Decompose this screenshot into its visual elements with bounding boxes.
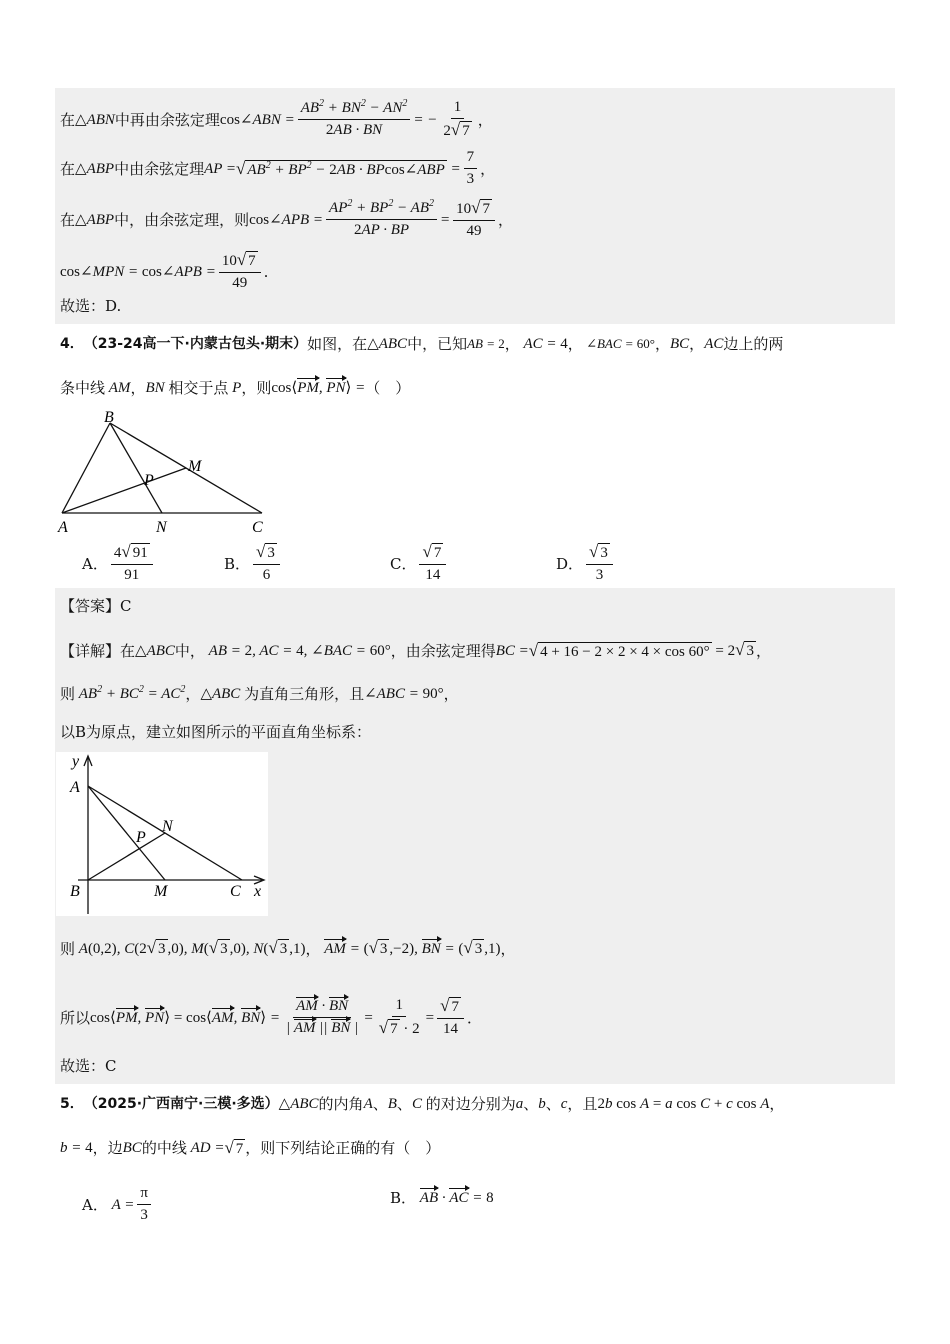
q4-detail-line-2: 则 $AB^2 + BC^2 = AC^2$ ， △ABC 为直角三角形，且 ∠ABC = 90° ， [60,684,459,703]
label-m2: M [154,883,168,900]
q4-detail-line-1: 【详解】 在 △ABC 中， AB = 2, AC = 4, ∠BAC = 60° ，由余弦定理得 BC = √ 4 + 16 − 2 × 2 × 4 × cos 60° = 2 √ 3 ， [60,640,771,660]
label-c: C [252,519,263,536]
q5-stem-line-1: 5． （2025·广西南宁·三模·多选） △ABC 的内角 A 、 B 、 C 的对边分别为 a 、 b 、 c ，且 2b cos A = a cos C + c cos A ， [60,1095,785,1113]
label-y: y [72,753,80,770]
label-m: M [188,458,202,475]
q4-detail-line-4: 则 A(0,2), C(2 √ 3 ,0), M( √ 3 ,0), N( √ 3 ,1) ， AM = ( √ 3 ,−2), BN = ( √ 3 ,1) ， [60,938,516,958]
q4-option-d[interactable]: D． √ 3 3 [556,542,616,585]
prev-line-2: 在 △ABP 中由余弦定理 AP = √ $AB^2 + BP^2 - 2AB$ · BPcos∠ABP = $\frac{7}{3}$ ， [60,149,496,187]
label-c2: C [230,883,241,900]
edge-ab [62,423,110,513]
q4-detail-line-3: 以B为原点，建立如图所示的平面直角坐标系： [60,723,372,741]
q4-coordinate-figure [56,752,268,916]
label-n: N [156,519,167,536]
q5-option-b[interactable]: B． AB · AC = 8 [390,1189,494,1207]
prev-line-1: 在 △ABN 中再由余弦定理 cos∠ABN = $\frac{AB^2 + BN^2 - AN^2}{2AB \cdot BN}$ = − 1 2 √ 7 ， [60,98,493,139]
label-x: x [254,883,262,900]
q4-stem-line-1: 4． （23-24高一下·内蒙古包头·期末） 如图，在 △ABC 中，已知 AB = 2 ， AC = 4 ， ∠BAC = 60° ， BC ， AC 边上的两 [60,335,784,353]
q5-option-a[interactable]: A． A = $\frac{\pi}{3}$ [82,1184,154,1225]
prev-line-4: cos∠MPN = cos∠APB = 10 √ 7 49 . [60,250,269,291]
q4-choice: 故选：C [60,1057,117,1075]
label-a: A [58,519,68,536]
q4-stem-line-2: 条中线 AM ， BN 相交于点 P ，则 cos⟨PM, PN⟩ = （ ） [60,379,411,397]
label-p2: P [136,829,146,846]
q4-option-b[interactable]: B． √ 3 6 [224,542,283,585]
label-b: B [104,409,114,426]
median-am [62,468,186,513]
q4-option-c[interactable]: C． √ 7 14 [390,542,449,585]
q4-triangle-figure [52,408,282,538]
q4-option-a[interactable]: A． 4 √ 91 91 [82,542,156,585]
label-p: P [144,472,154,489]
q4-answer: 【答案】 C [60,597,132,615]
prev-line-3: 在 △ABP 中，由余弦定理，则 cos∠APB = $\frac{AP^2 + BP^2 - AB^2}{2AP \cdot BP}$ = 10 √ 7 49 ， [60,198,513,239]
label-a2: A [70,779,80,796]
q5-stem-line-2: b = 4 ，边 BC 的中线 AD = √ 7 ，则下列结论正确的有（ ） [60,1138,441,1157]
q4-detail-line-5: 所以 cos⟨PM, PN⟩ = cos⟨AM, BN⟩ = $\frac{AM \cdot BN}{| AM || BN |}$ = 1 √ 7 · 2 = √ 7 14 ． [60,996,482,1037]
prev-choice: 故选：D. [60,297,122,315]
median-bn [110,423,162,513]
label-n2: N [162,818,173,835]
label-b2: B [70,883,80,900]
